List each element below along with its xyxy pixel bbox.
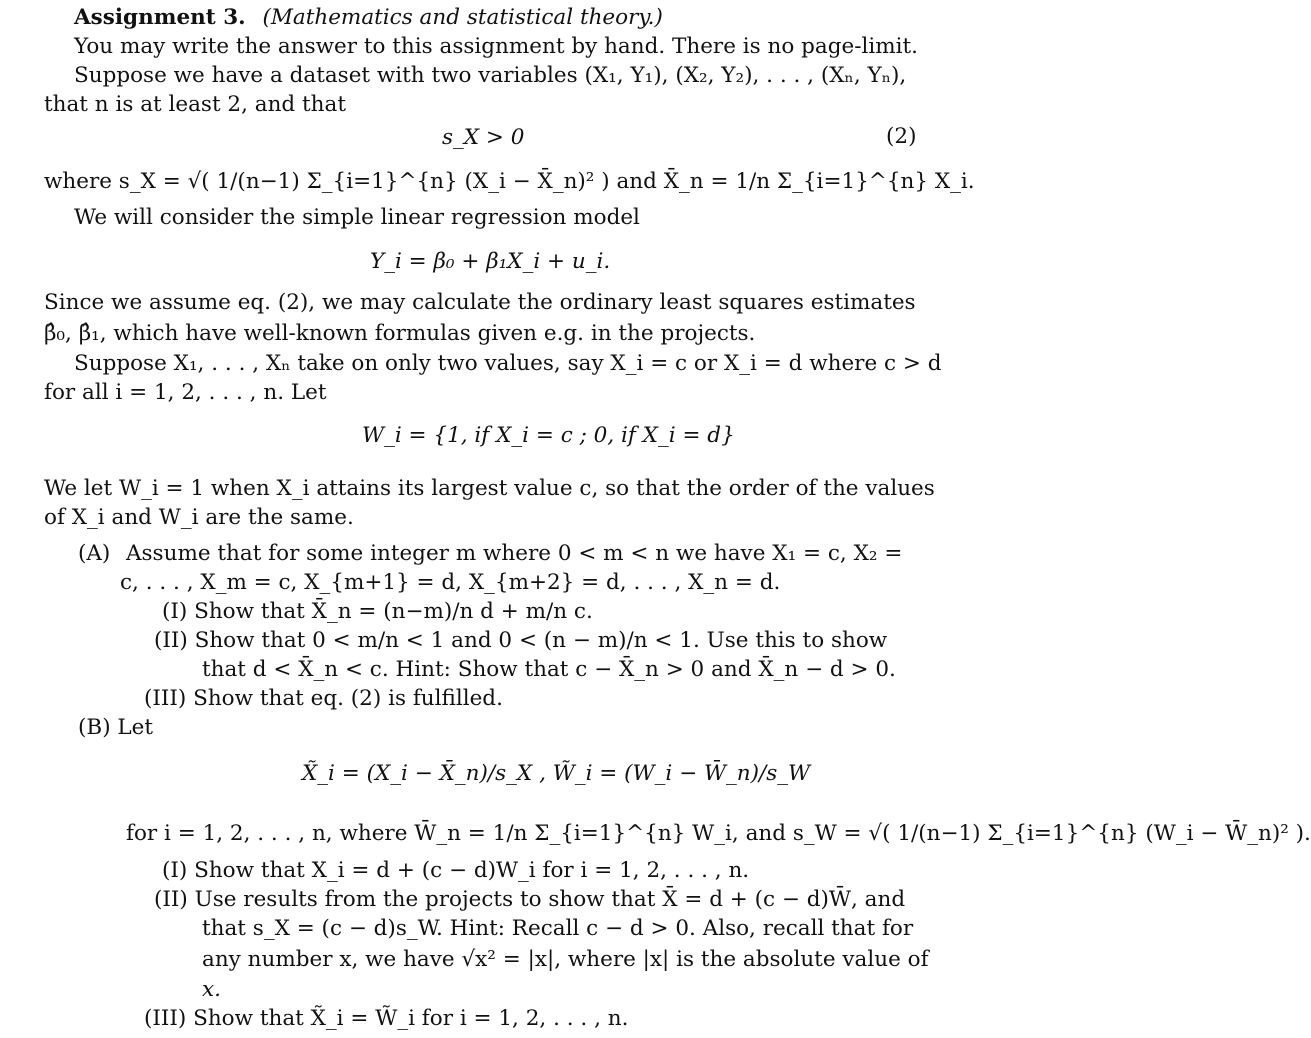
part-b-ii-line-2: that s_X = (c − d)s_W. Hint: Recall c − d > 0. Also, recall that for bbox=[202, 916, 914, 941]
w-definition: W_i = {1, if X_i = c ; 0, if X_i = d} bbox=[362, 423, 735, 448]
model-intro: We will consider the simple linear regression model bbox=[74, 205, 640, 230]
part-b-label: (B) Let bbox=[78, 715, 154, 740]
part-b-for-line: for i = 1, 2, . . . , n, where W̄_n = 1/n Σ_{i=1}^{n} W_i, and s_W = √( 1/(n−1) Σ_{i=1}^{n} (W_i − W̄_n)² ). bbox=[126, 821, 1311, 846]
part-b-ii-line-3: any number x, we have √x² = |x|, where |x| is the absolute value of bbox=[202, 947, 929, 972]
assignment-title: Assignment 3. bbox=[74, 5, 246, 30]
part-a-iii: (III) Show that eq. (2) is fulfilled. bbox=[144, 686, 503, 711]
we-let-line-1: We let W_i = 1 when X_i attains its largest value c, so that the order of the values bbox=[44, 476, 935, 501]
part-a-ii-line-2: that d < X̄_n < c. Hint: Show that c − X̄_n > 0 and X̄_n − d > 0. bbox=[202, 657, 896, 682]
suppose-line-2: that n is at least 2, and that bbox=[44, 92, 346, 117]
suppose-line-1: Suppose we have a dataset with two variables (X₁, Y₁), (X₂, Y₂), . . . , (Xₙ, Yₙ), bbox=[74, 63, 907, 88]
part-a-ii-line-1: (II) Show that 0 < m/n < 1 and 0 < (n − m)/n < 1. Use this to show bbox=[154, 628, 888, 653]
equation-2: s_X > 0 bbox=[442, 125, 525, 150]
assignment-subtitle: (Mathematics and statistical theory.) bbox=[262, 5, 663, 30]
intro-text: You may write the answer to this assignment by hand. There is no page-limit. bbox=[74, 34, 918, 59]
part-a-label: (A) bbox=[78, 541, 111, 566]
equation-2-label: (2) bbox=[886, 124, 917, 149]
assignment-heading bbox=[74, 4, 663, 32]
part-b-iii: (III) Show that X̃_i = W̃_i for i = 1, 2, . . . , n. bbox=[144, 1006, 629, 1031]
part-b-ii-line-4: x. bbox=[202, 977, 221, 1002]
part-a-line-1: Assume that for some integer m where 0 < m < n we have X₁ = c, X₂ = bbox=[126, 541, 903, 566]
since-line-2: β̂₀, β̂₁, which have well-known formulas given e.g. in the projects. bbox=[44, 321, 756, 346]
part-b-i: (I) Show that X_i = d + (c − d)W_i for i = 1, 2, . . . , n. bbox=[162, 858, 750, 883]
we-let-line-2: of X_i and W_i are the same. bbox=[44, 505, 354, 530]
part-a-i: (I) Show that X̄_n = (n−m)/n d + m/n c. bbox=[162, 599, 593, 624]
part-b-ii-line-1: (II) Use results from the projects to show that X̄ = d + (c − d)W̄, and bbox=[154, 887, 906, 912]
regression-model-equation: Y_i = β₀ + β₁X_i + u_i. bbox=[370, 249, 611, 274]
two-values-line-2: for all i = 1, 2, . . . , n. Let bbox=[44, 380, 327, 405]
since-line-1: Since we assume eq. (2), we may calculate the ordinary least squares estimates bbox=[44, 290, 916, 315]
two-values-line-1: Suppose X₁, . . . , Xₙ take on only two values, say X_i = c or X_i = d where c > d bbox=[74, 351, 942, 376]
where-sx-line: where s_X = √( 1/(n−1) Σ_{i=1}^{n} (X_i − X̄_n)² ) and X̄_n = 1/n Σ_{i=1}^{n} X_i. bbox=[44, 169, 975, 194]
part-a-line-2: c, . . . , X_m = c, X_{m+1} = d, X_{m+2} = d, . . . , X_n = d. bbox=[120, 570, 781, 595]
part-b-definitions: X̃_i = (X_i − X̄_n)/s_X , W̃_i = (W_i − W̄_n)/s_W bbox=[302, 761, 811, 786]
